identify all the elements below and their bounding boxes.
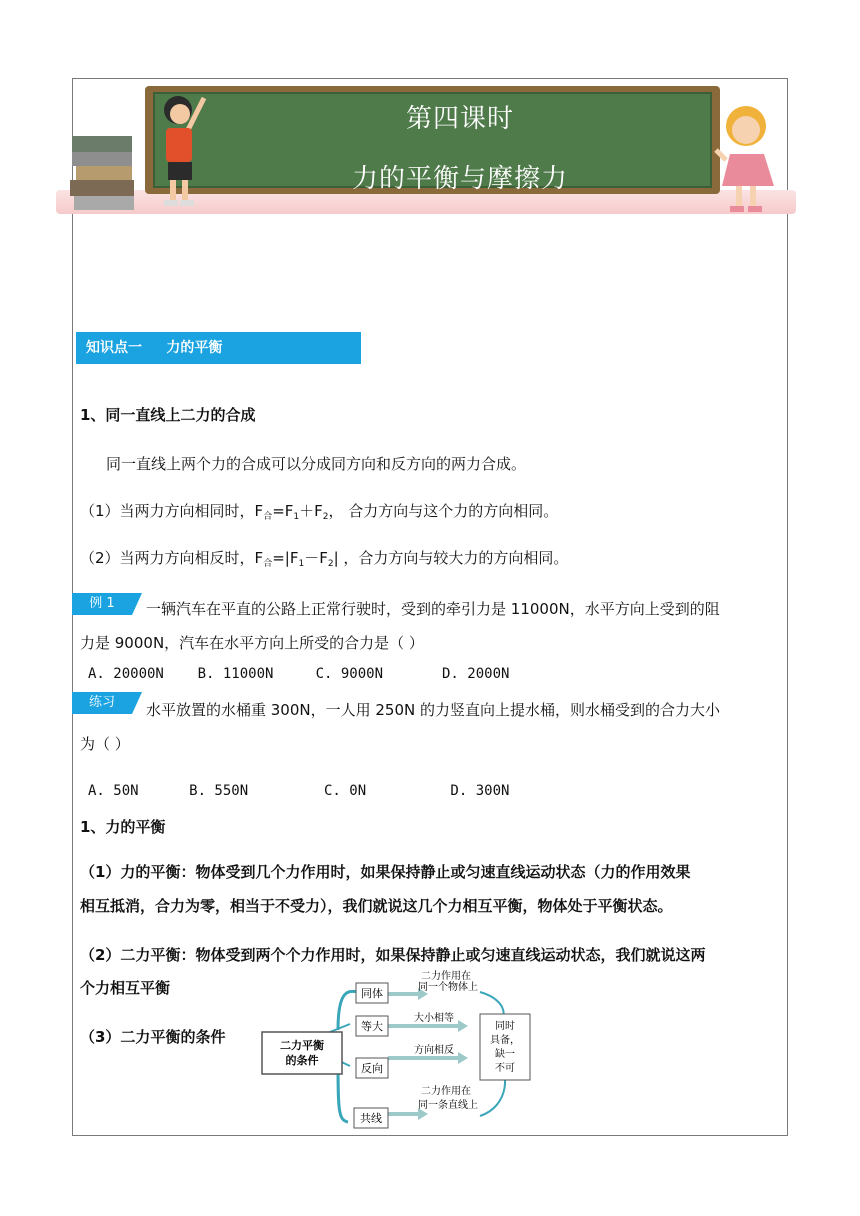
practice-line2: 为（ ） [80,735,130,753]
rule2-prefix: （2）当两力方向相反时，F [80,549,264,567]
two-force-line1: （2）二力平衡：物体受到两个个力作用时，如果保持静止或匀速直线运动状态，我们就说这两 [80,946,706,964]
diagram-center-line2: 的条件 [285,1054,319,1067]
diagram-desc-2: 大小相等 [414,1013,454,1024]
diagram-result-4: 不可 [495,1063,515,1074]
practice-options: A. 50N B. 550N C. 0N D. 300N [88,783,510,799]
heading-composition: 1、同一直线上二力的合成 [80,406,256,424]
rule2-sub2: 2 [327,559,334,569]
diagram-branch-1: 同体 [361,987,383,1000]
rule1-sub1: 1 [293,512,300,522]
balance-def-line2: 相互抵消，合力为零，相当于不受力），我们就说这几个力相互平衡，物体处于平衡状态。 [80,897,673,915]
diagram-branch-4: 共线 [360,1112,382,1125]
girl-illustration [716,104,786,216]
section-header: 知识点一 力的平衡 [76,332,361,364]
rule1-plus: ＋F [299,502,323,520]
rule2-minus: －F [304,549,328,567]
diagram-desc-1b: 同一个物体上 [418,982,478,993]
rule1-prefix: （1）当两力方向相同时，F [80,502,264,520]
diagram-result-1: 同时 [495,1021,515,1032]
diagram-result-2: 具备， [490,1035,520,1046]
rule2-sub1: 1 [298,559,305,569]
rule2-tail: | ，合力方向与较大力的方向相同。 [333,549,569,567]
diagram-branch-3: 反向 [361,1062,383,1075]
balance-def-line1: （1）力的平衡：物体受到几个力作用时，如果保持静止或匀速直线运动状态（力的作用效果 [80,863,691,881]
diagram-result-3: 缺一 [495,1049,515,1060]
boy-illustration [152,90,214,214]
conditions-diagram [258,971,538,1128]
example-line1: 一辆汽车在平直的公路上正常行驶时，受到的牵引力是 11000N，水平方向上受到的阻 [146,600,720,618]
rule2-eq: =|F [272,549,299,567]
diagram-branch-2: 等大 [361,1020,383,1033]
intro-paragraph: 同一直线上两个力的合成可以分成同方向和反方向的两力合成。 [106,455,527,473]
diagram-desc-4a: 二力作用在 [421,1086,471,1097]
diagram-desc-3: 方向相反 [414,1045,454,1056]
lesson-subtitle: 力的平衡与摩擦力 [351,164,568,194]
practice-line1: 水平放置的水桶重 300N，一人用 250N 的力竖直向上提水桶，则水桶受到的合力大小 [146,701,721,719]
rule1-tail: ， 合力方向与这个力的方向相同。 [328,502,559,520]
diagram-center-line1: 二力平衡 [280,1039,324,1052]
books-illustration [70,132,140,214]
rule2-sub-he: 合 [263,559,273,569]
rule1-sub2: 2 [322,512,329,522]
rule1-eq: =F [272,502,294,520]
example-tag: 例 1 [72,593,132,615]
diagram-desc-1a: 二力作用在 [421,971,471,982]
conditions-label: （3）二力平衡的条件 [80,1028,226,1046]
example-options: A. 20000N B. 11000N C. 9000N D. 2000N [88,666,510,682]
rule1-sub-he: 合 [263,512,273,522]
example-line2: 力是 9000N，汽车在水平方向上所受的合力是（ ） [80,634,424,652]
rule-opposite-direction [80,543,786,579]
diagram-desc-4b: 同一条直线上 [418,1100,478,1111]
two-force-line2: 个力相互平衡 [80,979,171,997]
rule-same-direction [80,496,786,532]
lesson-title: 第四课时 [405,104,514,134]
practice-tag: 练习 [72,692,132,714]
heading-balance: 1、力的平衡 [80,818,166,836]
